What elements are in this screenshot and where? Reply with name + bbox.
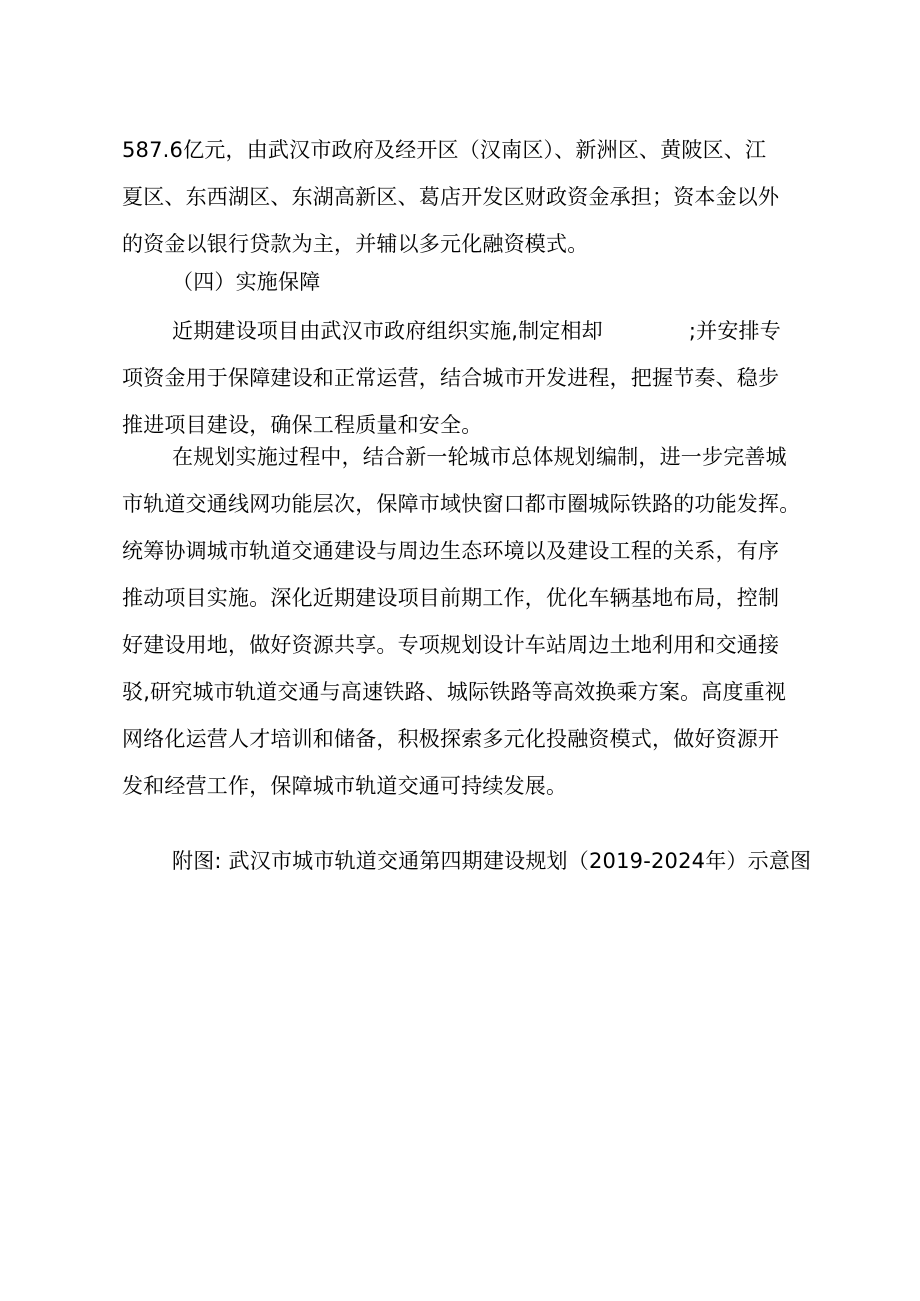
- text-line: 发和经营工作，保障城市轨道交通可持续发展。: [122, 774, 568, 798]
- text-line: 项资金用于保障建设和正常运营，结合城市开发进程，把握节奏、稳步: [122, 366, 780, 390]
- section-heading: （四）实施保障: [172, 270, 321, 294]
- text-line: 网络化运营人才培训和储备，积极探索多元化投融资模式，做好资源开: [122, 727, 780, 751]
- text-line: 驳,研究城市轨道交通与高速铁路、城际铁路等高效换乘方案。高度重视: [122, 680, 787, 704]
- text-fragment: ;并安排专: [688, 319, 781, 343]
- text-line: 的资金以银行贷款为主，并辅以多元化融资模式。: [122, 232, 589, 256]
- attachment-caption-block: [122, 838, 812, 885]
- text-line: 在规划实施过程中，结合新一轮城市总体规划编制，进一步完善城: [172, 445, 787, 469]
- section-heading-block: [122, 259, 812, 306]
- text-line: 推动项目实施。深化近期建设项目前期工作，优化车辆基地布局，控制: [122, 586, 780, 610]
- paragraph-implementation: [122, 434, 812, 810]
- paragraph-guarantee: [122, 308, 812, 449]
- text-line: 夏区、东西湖区、东湖高新区、葛店开发区财政资金承担；资本金以外: [122, 185, 780, 209]
- paragraph-funding: [122, 127, 812, 268]
- text-line: 推进项目建设，确保工程质量和安全。: [122, 413, 483, 437]
- text-line: 587.6亿元，由武汉市政府及经开区（汉南区）、新洲区、黄陂区、江: [122, 138, 767, 162]
- text-line: 统筹协调城市轨道交通建设与周边生态环境以及建设工程的关系，有序: [122, 539, 780, 563]
- text-fragment: 近期建设项目由武汉市政府组织实施,制定相却: [172, 319, 603, 343]
- text-line: 市轨道交通线网功能层次，保障市域快窗口都市圈城际铁路的功能发挥。: [122, 492, 801, 516]
- text-line: 好建设用地，做好资源共享。专项规划设计车站周边土地利用和交通接: [122, 633, 780, 657]
- text-line: [122, 308, 812, 355]
- attachment-caption: 附图: 武汉市城市轨道交通第四期建设规划（2019-2024年）示意图: [172, 849, 812, 873]
